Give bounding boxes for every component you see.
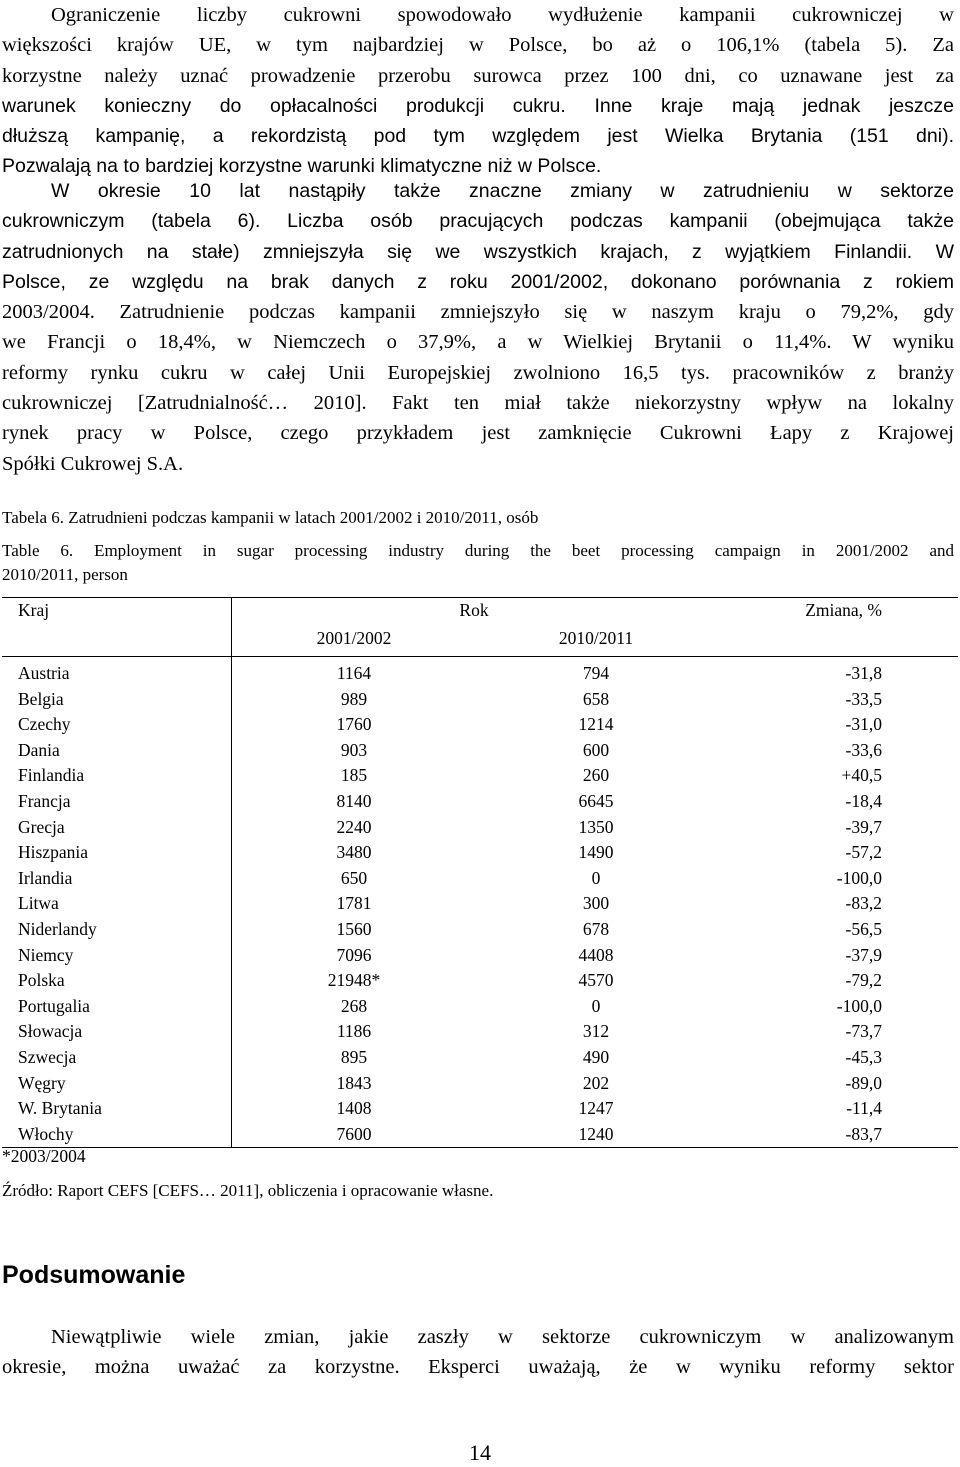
- cell-country: Słowacja: [2, 1019, 232, 1045]
- text-line: okresie, można uważać za korzystne. Eksperci uważają, że w wyniku reformy sektor: [2, 1356, 954, 1379]
- cell-country: Portugalia: [2, 994, 232, 1020]
- text-line: cukrowniczym (tabela 6). Liczba osób pracujących podczas kampanii (obejmująca także: [2, 210, 954, 233]
- cell-year-2: 6645: [578, 790, 614, 811]
- cell-year-2: 1490: [578, 842, 614, 863]
- cell-change: -57,2: [845, 842, 882, 863]
- cell-year-1: 1781: [336, 893, 372, 914]
- table-row: [2, 968, 958, 994]
- cell-year-2: 300: [582, 893, 610, 914]
- header-country: Kraj: [2, 598, 232, 627]
- paragraph-employment: [2, 176, 954, 479]
- text-line: zatrudnionych na stałe) zmniejszyła się we wszystkich krajach, z wyjątkiem Finlandii. W: [2, 240, 954, 263]
- cell-change: -11,4: [846, 1098, 882, 1119]
- cell-change: -31,0: [845, 714, 882, 735]
- table-row: [2, 789, 958, 815]
- table-row: [2, 738, 958, 764]
- cell-year-2: 794: [582, 663, 610, 683]
- cell-year-1: 650: [340, 867, 368, 888]
- table-subheader-row: [2, 626, 958, 657]
- cell-country: Litwa: [2, 891, 232, 917]
- cell-change: -45,3: [845, 1046, 882, 1067]
- caption-text: Table 6. Employment in sugar processing industry during the beet processing campaign in 2001/2002 and: [2, 541, 954, 560]
- table-row: [2, 891, 958, 917]
- text-line: Ograniczenie liczby cukrowni spowodowało wydłużenie kampanii cukrowniczej w: [51, 4, 954, 26]
- cell-year-1: 1164: [336, 663, 372, 683]
- cell-year-2: 4570: [578, 970, 614, 991]
- table-row: [2, 687, 958, 713]
- cell-change: -100,0: [836, 995, 882, 1016]
- header-change: Zmiana, %: [716, 598, 958, 627]
- cell-year-2: 202: [582, 1072, 610, 1093]
- header-year-1: 2001/2002: [232, 626, 477, 657]
- cell-year-1: 1760: [336, 714, 372, 735]
- cell-country: Austria: [2, 657, 232, 687]
- cell-year-1: 268: [340, 995, 368, 1016]
- cell-country: Irlandia: [2, 866, 232, 892]
- text-line: korzystne należy uznać prowadzenie przerobu surowca przez 100 dni, co uznawane jest za: [2, 64, 954, 87]
- cell-country: Belgia: [2, 687, 232, 713]
- cell-country: Czechy: [2, 712, 232, 738]
- table-source: Źródło: Raport CEFS [CEFS… 2011], obliczenia i opracowanie własne.: [2, 1181, 494, 1200]
- cell-change: -31,8: [845, 663, 882, 683]
- cell-change: -83,2: [845, 893, 882, 914]
- cell-year-1: 895: [340, 1046, 368, 1067]
- caption-text: Tabela 6. Zatrudnieni podczas kampanii w latach 2001/2002 i 2010/2011, osób: [2, 508, 539, 527]
- header-year: Rok: [232, 598, 717, 627]
- cell-year-1: 8140: [336, 790, 372, 811]
- cell-change: -56,5: [845, 918, 882, 939]
- table-row: [2, 866, 958, 892]
- table-row: [2, 712, 958, 738]
- cell-change: -33,6: [845, 739, 882, 760]
- cell-year-1: 989: [340, 688, 368, 709]
- table-row: [2, 1122, 958, 1148]
- header-empty: [2, 626, 232, 657]
- text-line: cukrowniczej [Zatrudnialność… 2010]. Fakt ten miał także niekorzystny wpływ na lokalny: [2, 392, 954, 415]
- cell-year-2: 0: [591, 995, 601, 1016]
- cell-year-2: 312: [582, 1021, 610, 1042]
- text-line: Pozwalają na to bardziej korzystne warunki klimatyczne niż w Polsce.: [2, 155, 602, 178]
- employment-table: [2, 597, 958, 1148]
- cell-country: Hiszpania: [2, 840, 232, 866]
- paragraph-summary: [2, 1322, 954, 1383]
- table-row: [2, 994, 958, 1020]
- cell-change: -100,0: [836, 867, 882, 888]
- caption-text: 2010/2011, person: [2, 565, 128, 584]
- cell-year-1: 185: [340, 765, 368, 786]
- text-line: Spółki Cukrowej S.A.: [2, 452, 184, 475]
- cell-year-1: 7096: [336, 944, 372, 965]
- table-row: [2, 1045, 958, 1071]
- cell-change: -79,2: [845, 970, 882, 991]
- table-footnote: *2003/2004: [2, 1146, 86, 1166]
- cell-change: -39,7: [845, 816, 882, 837]
- cell-country: Niemcy: [2, 943, 232, 969]
- cell-year-2: 678: [582, 918, 610, 939]
- cell-change: +40,5: [841, 765, 882, 786]
- cell-change: -18,4: [845, 790, 882, 811]
- table-row: [2, 1019, 958, 1045]
- cell-country: W. Brytania: [2, 1096, 232, 1122]
- table-header-row: [2, 598, 958, 627]
- cell-country: Szwecja: [2, 1045, 232, 1071]
- section-heading: Podsumowanie: [2, 1261, 186, 1289]
- cell-year-2: 600: [582, 739, 610, 760]
- table-caption-english: [2, 539, 954, 587]
- cell-year-2: 1247: [578, 1098, 614, 1119]
- table-row: [2, 943, 958, 969]
- cell-country: Francja: [2, 789, 232, 815]
- cell-country: Grecja: [2, 815, 232, 841]
- cell-change: -33,5: [845, 688, 882, 709]
- text-line: dłuższą kampanię, a rekordzistą pod tym względem jest Wielka Brytania (151 dni).: [2, 125, 954, 148]
- cell-year-2: 260: [582, 765, 610, 786]
- table-row: [2, 763, 958, 789]
- header-year-2: 2010/2011: [476, 626, 716, 657]
- cell-year-2: 4408: [578, 944, 614, 965]
- table-row: [2, 657, 958, 687]
- table-row: [2, 815, 958, 841]
- cell-year-2: 658: [582, 688, 610, 709]
- cell-year-1: 1843: [336, 1072, 372, 1093]
- text-line: większości krajów UE, w tym najbardziej w Polsce, bo aż o 106,1% (tabela 5). Za: [2, 34, 954, 57]
- cell-country: Polska: [2, 968, 232, 994]
- text-line: we Francji o 18,4%, w Niemczech o 37,9%, a w Wielkiej Brytanii o 11,4%. W wyniku: [2, 331, 954, 354]
- cell-year-1: 3480: [336, 842, 372, 863]
- cell-year-1: 1560: [336, 918, 372, 939]
- cell-country: Włochy: [2, 1122, 232, 1148]
- table-row: [2, 1096, 958, 1122]
- text-line: W okresie 10 lat nastąpiły także znaczne zmiany w zatrudnieniu w sektorze: [51, 180, 954, 202]
- table-caption-polish: [2, 506, 954, 530]
- cell-country: Niderlandy: [2, 917, 232, 943]
- page-number: 14: [469, 1440, 491, 1465]
- cell-year-1: 2240: [336, 816, 372, 837]
- text-line: reformy rynku cukru w całej Unii Europejskiej zwolniono 16,5 tys. pracowników z branży: [2, 361, 954, 384]
- cell-country: Dania: [2, 738, 232, 764]
- cell-year-2: 1240: [476, 1122, 716, 1148]
- cell-year-2: 1214: [578, 714, 614, 735]
- cell-year-1: 21948*: [327, 970, 381, 991]
- cell-year-1: 903: [340, 739, 368, 760]
- cell-year-2: 1350: [578, 816, 614, 837]
- cell-change: -89,0: [845, 1072, 882, 1093]
- cell-year-1: 7600: [232, 1122, 477, 1148]
- text-line: warunek konieczny do opłacalności produkcji cukru. Inne kraje mają jednak jeszcze: [2, 94, 954, 117]
- cell-year-2: 0: [591, 867, 601, 888]
- paragraph-campaign-length: [2, 0, 954, 182]
- table-row: [2, 917, 958, 943]
- cell-country: Węgry: [2, 1071, 232, 1097]
- text-line: rynek pracy w Polsce, czego przykładem jest zamknięcie Cukrowni Łapy z Krajowej: [2, 422, 954, 445]
- cell-country: Finlandia: [2, 763, 232, 789]
- cell-year-2: 490: [582, 1046, 610, 1067]
- cell-change: -73,7: [845, 1021, 882, 1042]
- text-line: 2003/2004. Zatrudnienie podczas kampanii zmniejszyło się w naszym kraju o 79,2%, gdy: [2, 301, 954, 324]
- table-row: [2, 840, 958, 866]
- cell-year-1: 1186: [336, 1021, 372, 1042]
- text-line: Niewątpliwie wiele zmian, jakie zaszły w sektorze cukrowniczym w analizowanym: [51, 1326, 954, 1348]
- text-line: Polsce, ze względu na brak danych z roku 2001/2002, dokonano porównania z rokiem: [2, 270, 954, 293]
- table-row: [2, 1071, 958, 1097]
- cell-year-1: 1408: [336, 1098, 372, 1119]
- cell-change: -37,9: [845, 944, 882, 965]
- header-empty: [716, 626, 958, 657]
- cell-change: -83,7: [716, 1122, 958, 1148]
